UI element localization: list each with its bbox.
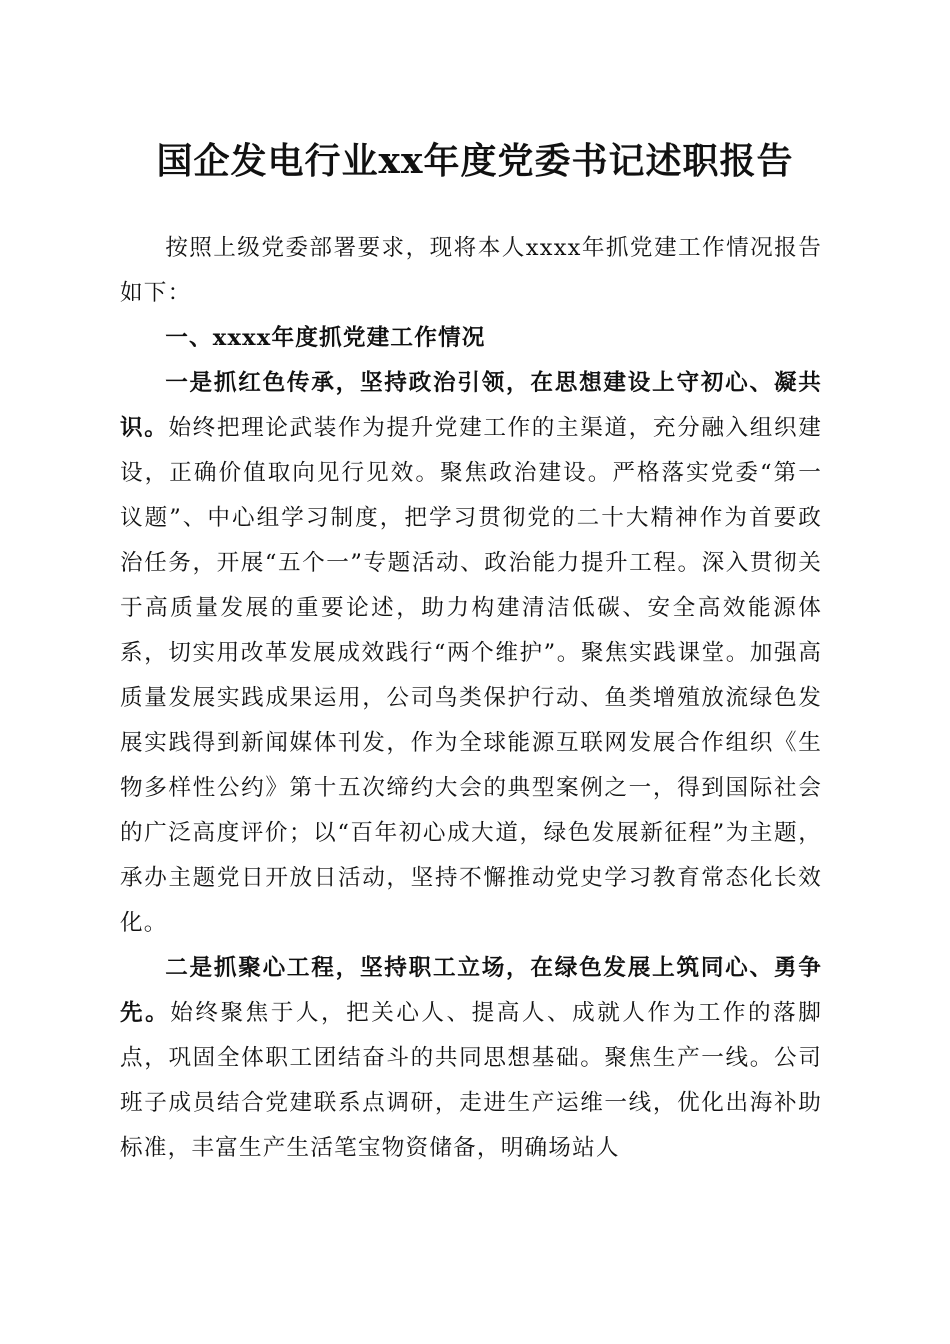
paragraph-1-lead: 一是抓红色传承，坚持政治引领，在思想建设上守初心、凝共识。 (120, 370, 822, 441)
paragraph-2-lead: 二是抓聚心工程，坚持职工立场，在绿色发展上筑同心、勇争先。 (120, 955, 822, 1026)
paragraph-2-body: 始终聚焦于人，把关心人、提高人、成就人作为工作的落脚点，巩固全体职工团结奋斗的共同思想基础。聚焦生产一线。公司班子成员结合党建联系点调研，走进生产运维一线，优化出海补助标准，丰富生产生活笔宝物资储备，明确场站人 (120, 1000, 823, 1161)
section-heading: 一、xxxx年度抓党建工作情况 (165, 325, 486, 351)
paragraph-2 (120, 946, 822, 1171)
paragraph-1 (120, 361, 822, 946)
paragraph-1-body: 始终把理论武装作为提升党建工作的主渠道，充分融入组织建设，正确价值取向见行见效。聚焦政治建设。严格落实党委“第一议题”、中心组学习制度，把学习贯彻党的二十大精神作为首要政治任务，开展“五个一”专题活动、政治能力提升工程。深入贯彻关于高质量发展的重要论述，助力构建清洁低碳、安全高效能源体系，切实用改革发展成效践行“两个维护”。聚焦实践课堂。加强高质量发展实践成果运用，公司鸟类保护行动、鱼类增殖放流绿色发展实践得到新闻媒体刊发，作为全球能源互联网发展合作组织《生物多样性公约》第十五次缔约大会的典型案例之一，得到国际社会的广泛高度评价；以“百年初心成大道，绿色发展新征程”为主题，承办主题党日开放日活动，坚持不懈推动党史学习教育常态化长效化。 (120, 415, 822, 936)
document-body (120, 226, 822, 1171)
document-title: 国企发电行业xx年度党委书记述职报告 (156, 140, 794, 182)
intro-paragraph: 按照上级党委部署要求，现将本人xxxx年抓党建工作情况报告如下： (120, 235, 822, 306)
